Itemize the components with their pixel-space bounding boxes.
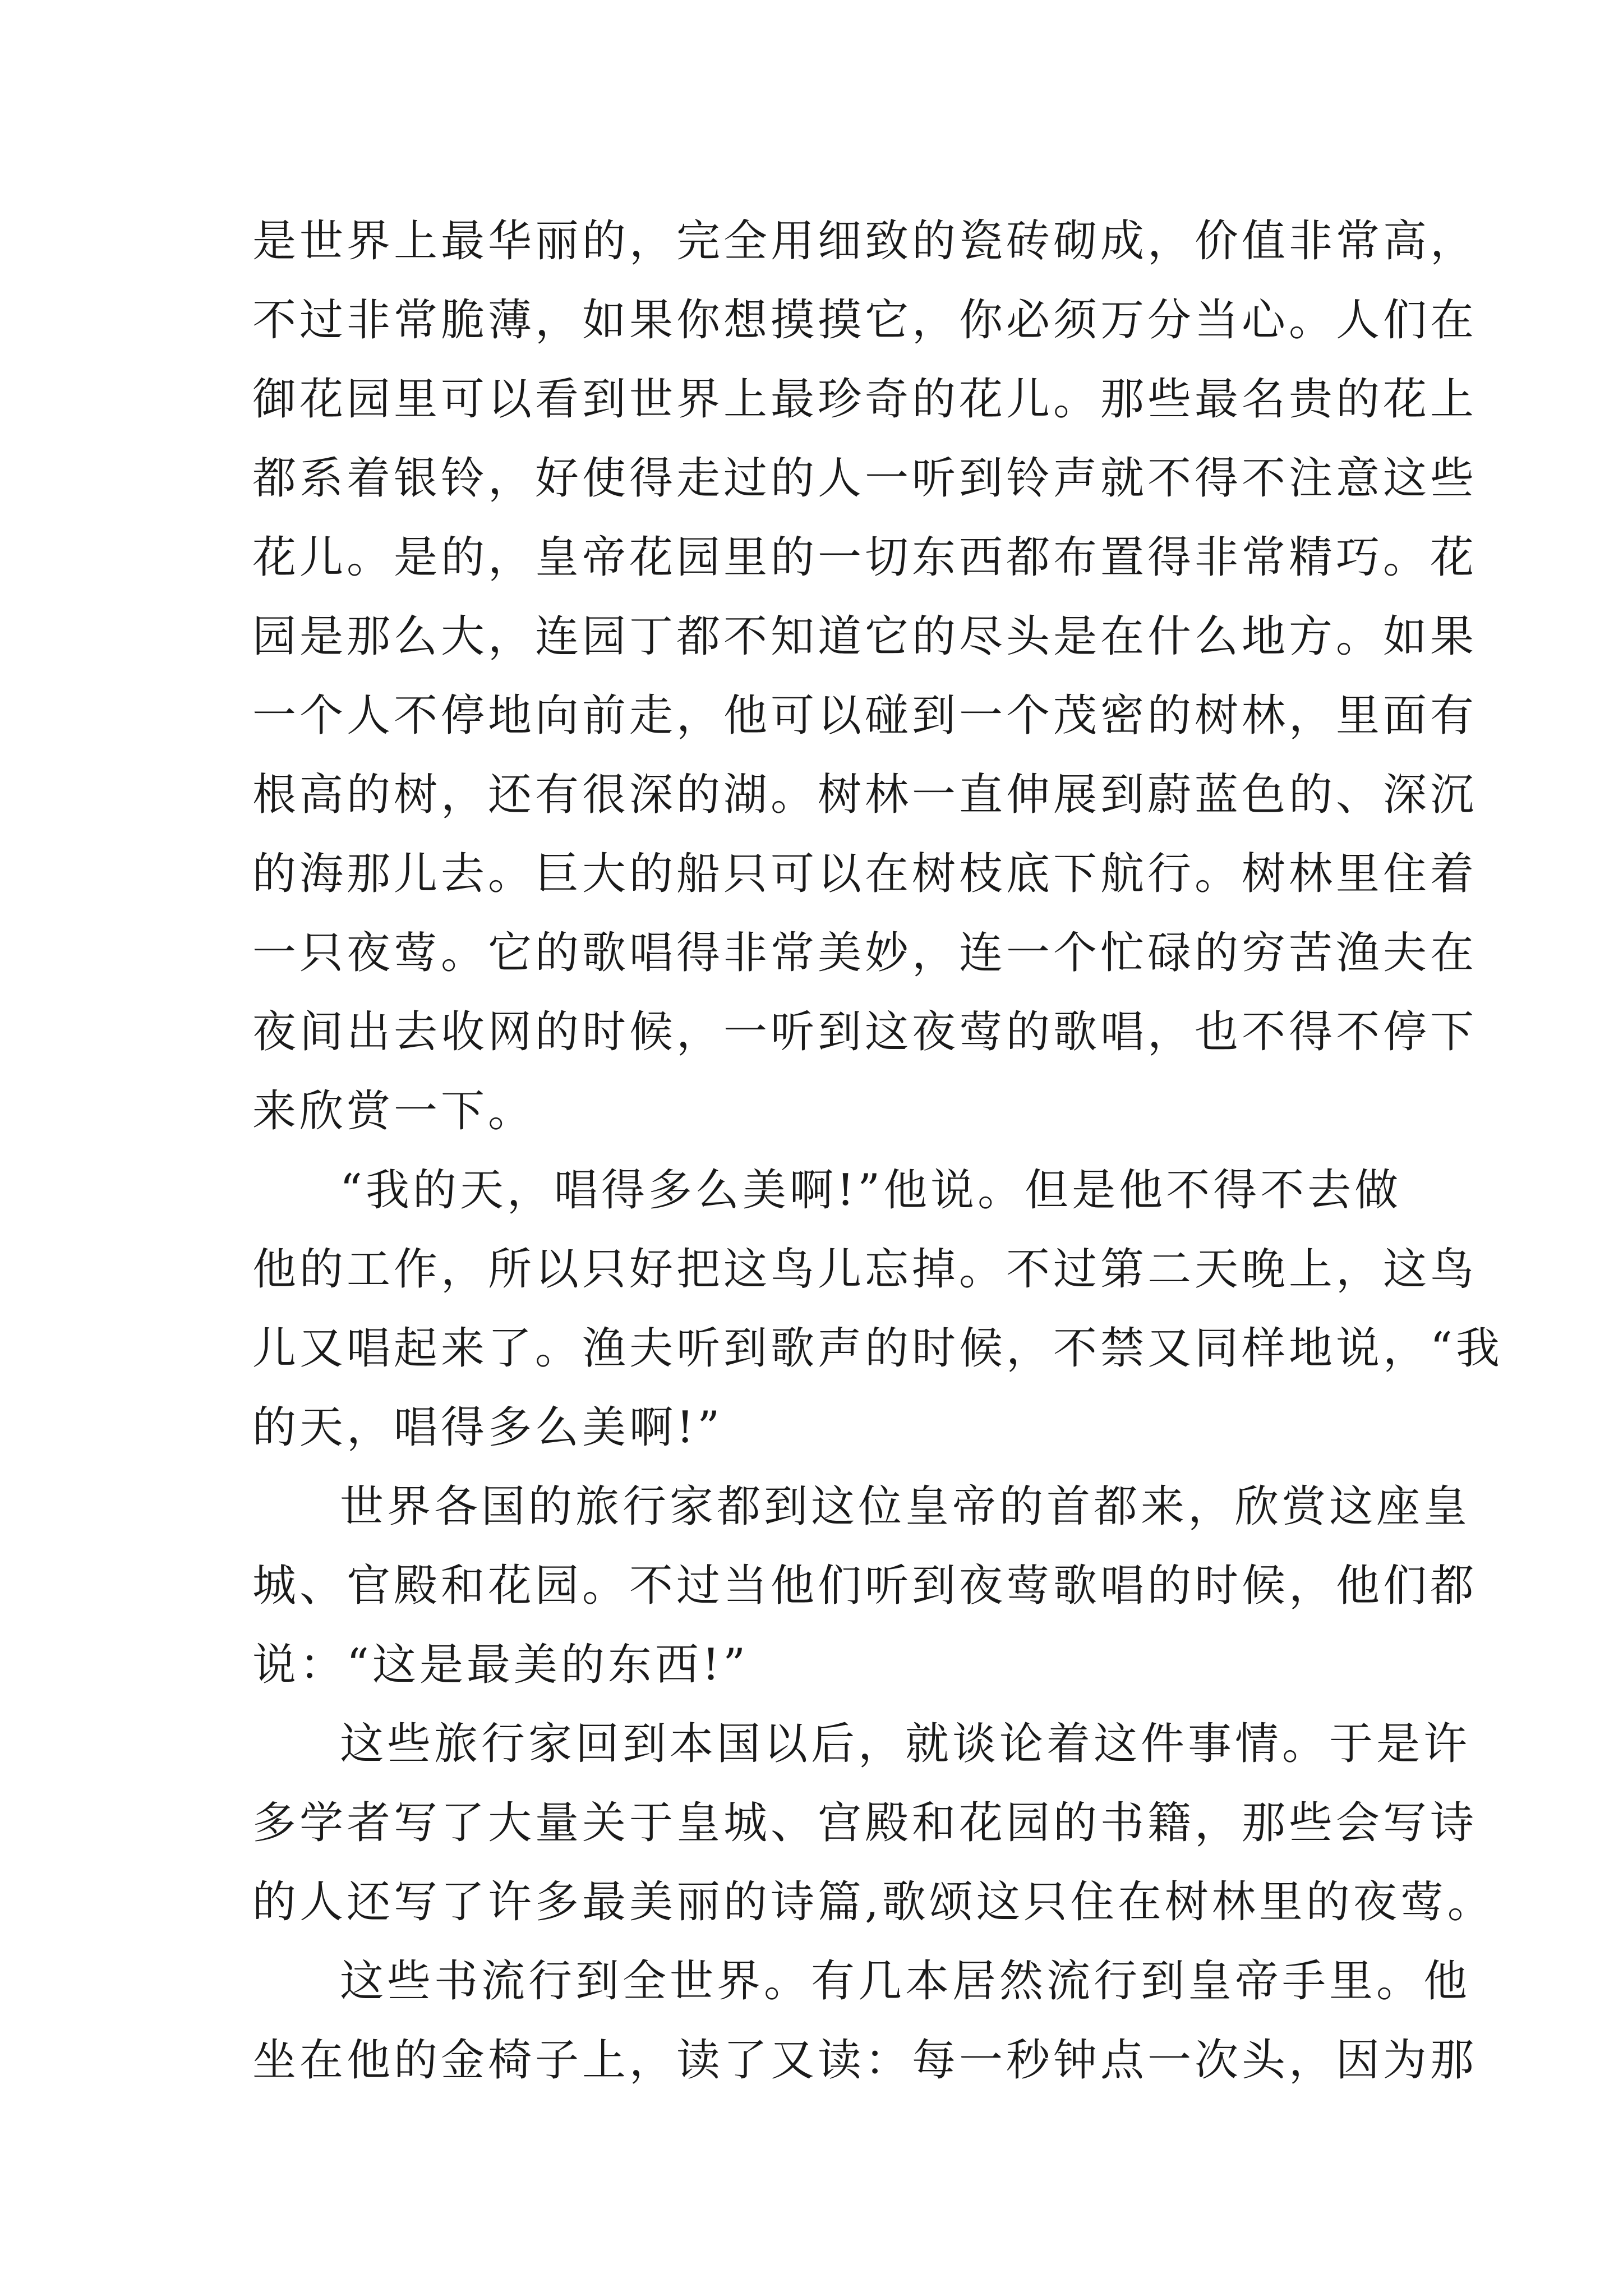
text-line: 城、官殿和花园。不过当他们听到夜莺歌唱的时候，他们都 bbox=[252, 1561, 1478, 1611]
body-text bbox=[252, 202, 1503, 2100]
paragraph-4 bbox=[252, 1705, 1495, 1942]
text-line: 园是那么大，连园丁都不知道它的尽头是在什么地方。如果 bbox=[252, 611, 1478, 662]
text-line: 都系着银铃，好使得走过的人一听到铃声就不得不注意这些 bbox=[252, 453, 1478, 504]
text-line: 儿又唱起来了。渔夫听到歌声的时候，不禁又同样地说，“我 bbox=[252, 1323, 1503, 1374]
text-line: 来欣赏一下。 bbox=[252, 1086, 536, 1137]
text-line: 他的工作，所以只好把这鸟儿忘掉。不过第二天晚上，这鸟 bbox=[252, 1244, 1478, 1295]
text-line: 是世界上最华丽的，完全用细致的瓷砖砌成，价值非常高， bbox=[252, 216, 1478, 266]
paragraph-1 bbox=[252, 202, 1478, 1151]
text-line: 不过非常脆薄，如果你想摸摸它，你必须万分当心。人们在 bbox=[252, 295, 1478, 346]
text-line: 这些书流行到全世界。有几本居然流行到皇帝手里。他 bbox=[340, 1956, 1471, 2007]
text-line: 这些旅行家回到本国以后，就谈论着这件事情。于是许 bbox=[340, 1719, 1471, 1769]
text-line: 的海那儿去。巨大的船只可以在树枝底下航行。树林里住着 bbox=[252, 849, 1478, 899]
paragraph-5 bbox=[252, 1942, 1478, 2100]
text-line: 御花园里可以看到世界上最珍奇的花儿。那些最名贵的花上 bbox=[252, 374, 1478, 425]
text-line: 坐在他的金椅子上，读了又读：每一秒钟点一次头，因为那 bbox=[252, 2035, 1478, 2086]
text-line: 一个人不停地向前走，他可以碰到一个茂密的树林，里面有 bbox=[252, 691, 1478, 741]
text-line: 一只夜莺。它的歌唱得非常美妙，连一个忙碌的穷苦渔夫在 bbox=[252, 928, 1478, 978]
text-line: 世界各国的旅行家都到这位皇帝的首都来，欣赏这座皇 bbox=[340, 1481, 1471, 1532]
text-line: “我的天，唱得多么美啊!”他说。但是他不得不去做 bbox=[340, 1165, 1402, 1216]
text-line: 夜间出去收网的时候，一听到这夜莺的歌唱，也不得不停下 bbox=[252, 1007, 1478, 1057]
text-line: 根高的树，还有很深的湖。树林一直伸展到蔚蓝色的、深沉 bbox=[252, 770, 1478, 820]
text-line: 花儿。是的，皇帝花园里的一切东西都布置得非常精巧。花 bbox=[252, 532, 1478, 583]
text-line: 说：“这是最美的东西!” bbox=[252, 1640, 749, 1690]
text-line: 多学者写了大量关于皇城、宫殿和花园的书籍，那些会写诗 bbox=[252, 1798, 1478, 1848]
text-line: 的人还写了许多最美丽的诗篇,歌颂这只住在树林里的夜莺。 bbox=[252, 1877, 1495, 1927]
paragraph-3 bbox=[252, 1467, 1478, 1705]
text-line: 的天，唱得多么美啊!” bbox=[252, 1402, 723, 1453]
paragraph-2 bbox=[252, 1151, 1503, 1467]
